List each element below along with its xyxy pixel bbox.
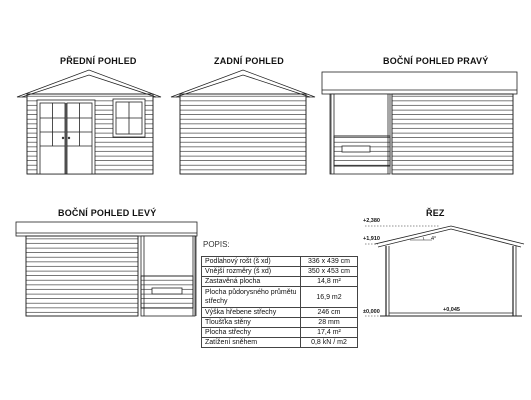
spec-value: 246 cm — [301, 308, 358, 318]
spec-value: 14,8 m² — [301, 277, 358, 287]
section-view-title: ŘEZ — [426, 208, 445, 218]
table-row — [202, 267, 358, 277]
spec-value: 16,9 m2 — [301, 287, 358, 308]
table-row — [202, 308, 358, 318]
table-row — [202, 287, 358, 308]
spec-value: 28 mm — [301, 318, 358, 328]
spec-value: 17,4 m² — [301, 328, 358, 338]
spec-label: Výška hřebene střechy — [202, 308, 301, 318]
section-angle-mark: 4° — [431, 236, 437, 242]
section-eave-mark: +1,910 — [363, 236, 380, 242]
spec-label: Zatížení sněhem — [202, 338, 301, 348]
section-base-mark: ±0,000 — [363, 309, 380, 315]
spec-label: Zastavěná plocha — [202, 277, 301, 287]
section-floor-mark: +0,045 — [443, 307, 460, 313]
spec-label: Vnější rozměry (š xd) — [202, 267, 301, 277]
section-drawing — [365, 226, 524, 316]
right-side-drawing — [322, 72, 517, 174]
front-window — [113, 99, 145, 137]
table-row — [202, 257, 358, 267]
front-view-drawing — [17, 70, 161, 174]
spec-label: Plocha půdorysného průmětu střechy — [202, 287, 301, 308]
table-row — [202, 338, 358, 348]
spec-value: 350 x 453 cm — [301, 267, 358, 277]
left-side-view-title: BOČNÍ POHLED LEVÝ — [58, 208, 157, 218]
rear-view-drawing — [171, 70, 315, 174]
front-view-title: PŘEDNÍ POHLED — [60, 56, 137, 66]
specs-table — [201, 256, 358, 348]
left-side-drawing — [16, 222, 197, 316]
table-row — [202, 328, 358, 338]
right-side-view-title: BOČNÍ POHLED PRAVÝ — [383, 56, 489, 66]
spec-value: 0,8 kN / m2 — [301, 338, 358, 348]
front-door — [37, 100, 95, 174]
table-row — [202, 277, 358, 287]
spec-value: 336 x 439 cm — [301, 257, 358, 267]
spec-label: Tloušťka stěny — [202, 318, 301, 328]
popis-title: POPIS: — [203, 240, 230, 249]
spec-label: Podlahový rošt (š xd) — [202, 257, 301, 267]
table-row — [202, 318, 358, 328]
spec-label: Plocha střechy — [202, 328, 301, 338]
rear-view-title: ZADNÍ POHLED — [214, 56, 284, 66]
section-ridge-mark: +2,380 — [363, 218, 380, 224]
